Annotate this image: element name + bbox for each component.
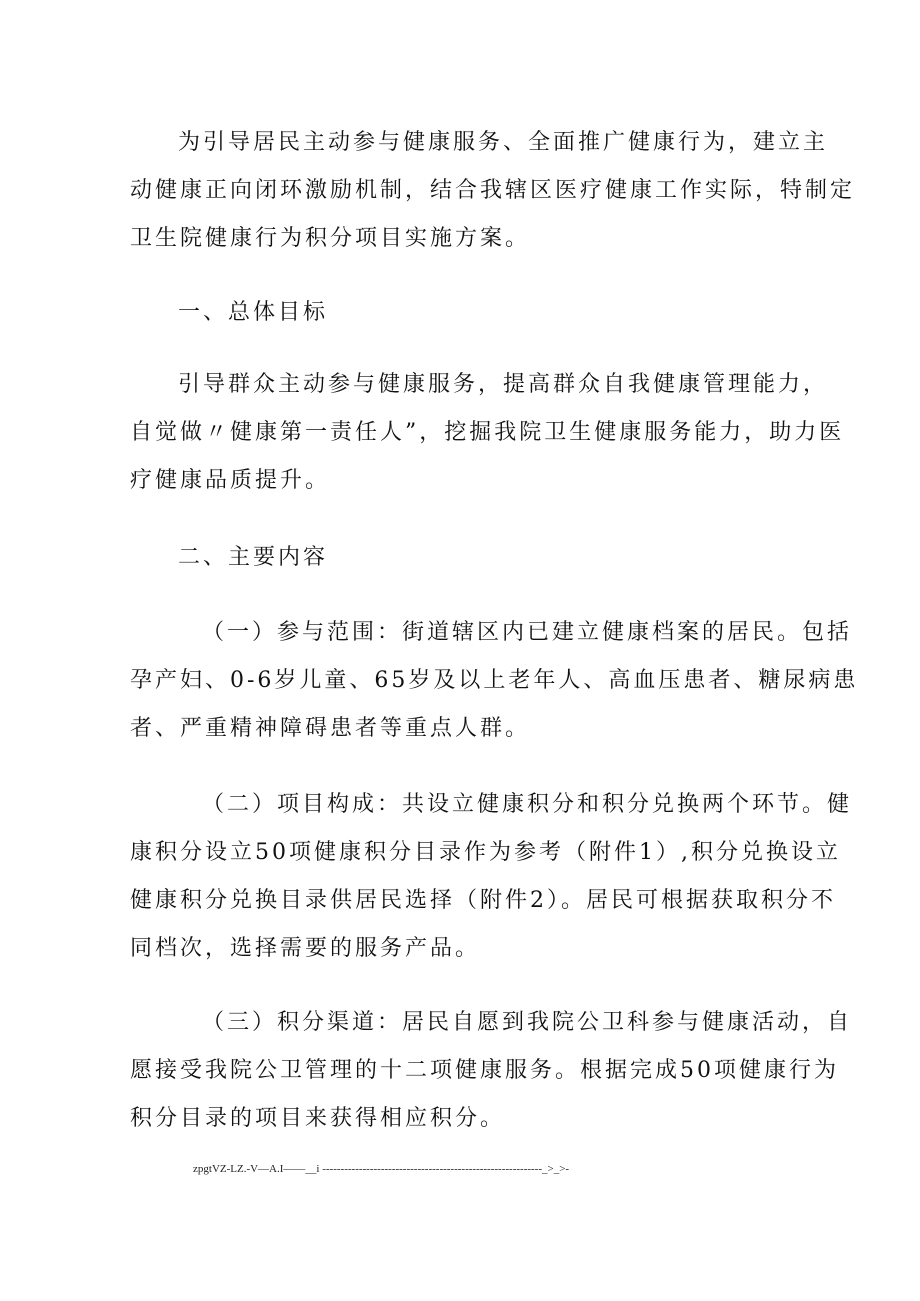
item-2-line-3: 健康积分兑换目录供居民选择（附件2）。居民可根据获取积分不 — [130, 888, 836, 913]
item-2-paragraph — [130, 781, 853, 973]
item-3-line-2: 愿接受我院公卫管理的十二项健康服务。根据完成50项健康行为 — [130, 1058, 839, 1083]
section-1-line-1: 引导群众主动参与健康服务，提高群众自我健康管理能力， — [178, 372, 829, 397]
item-2-line-1: （二）项目构成：共设立健康积分和积分兑换两个环节。健 — [202, 792, 853, 817]
intro-line-2: 动健康正向闭环激励机制，结合我辖区医疗健康工作实际，特制定 — [130, 178, 856, 203]
section-1-heading: 一、总体目标 — [178, 300, 329, 325]
item-3-paragraph — [130, 999, 853, 1143]
intro-paragraph — [130, 119, 856, 263]
section-1-paragraph — [130, 361, 845, 505]
section-1-line-3: 疗健康品质提升。 — [130, 468, 331, 493]
section-2-heading: 二、主要内容 — [178, 545, 329, 570]
item-3-line-3: 积分目录的项目来获得相应积分。 — [130, 1106, 506, 1131]
item-2-line-4: 同档次，选择需要的服务产品。 — [130, 936, 481, 961]
item-1-line-2: 孕产妇、0-6岁儿童、65岁及以上老年人、高血压患者、糖尿病患 — [130, 668, 859, 693]
item-1-paragraph — [130, 609, 859, 753]
section-1-line-2: 自觉做〃健康第一责任人”，挖掘我院卫生健康服务能力，助力医 — [130, 420, 845, 445]
footer-garbled-text: zpgtVZ-LZ.-V—A.I——__i ------------------------------------------------------------_>_>- — [193, 1163, 570, 1175]
item-2-line-2: 康积分设立50项健康积分目录作为参考（附件1）,积分兑换设立 — [130, 840, 841, 865]
intro-line-1: 为引导居民主动参与健康服务、全面推广健康行为，建立主 — [178, 130, 829, 155]
item-1-line-1: （一）参与范围：街道辖区内已建立健康档案的居民。包括 — [202, 620, 853, 645]
item-1-line-3: 者、严重精神障碍患者等重点人群。 — [130, 716, 531, 741]
item-3-line-1: （三）积分渠道：居民自愿到我院公卫科参与健康活动，自 — [202, 1010, 853, 1035]
intro-line-3: 卫生院健康行为积分项目实施方案。 — [130, 226, 531, 251]
